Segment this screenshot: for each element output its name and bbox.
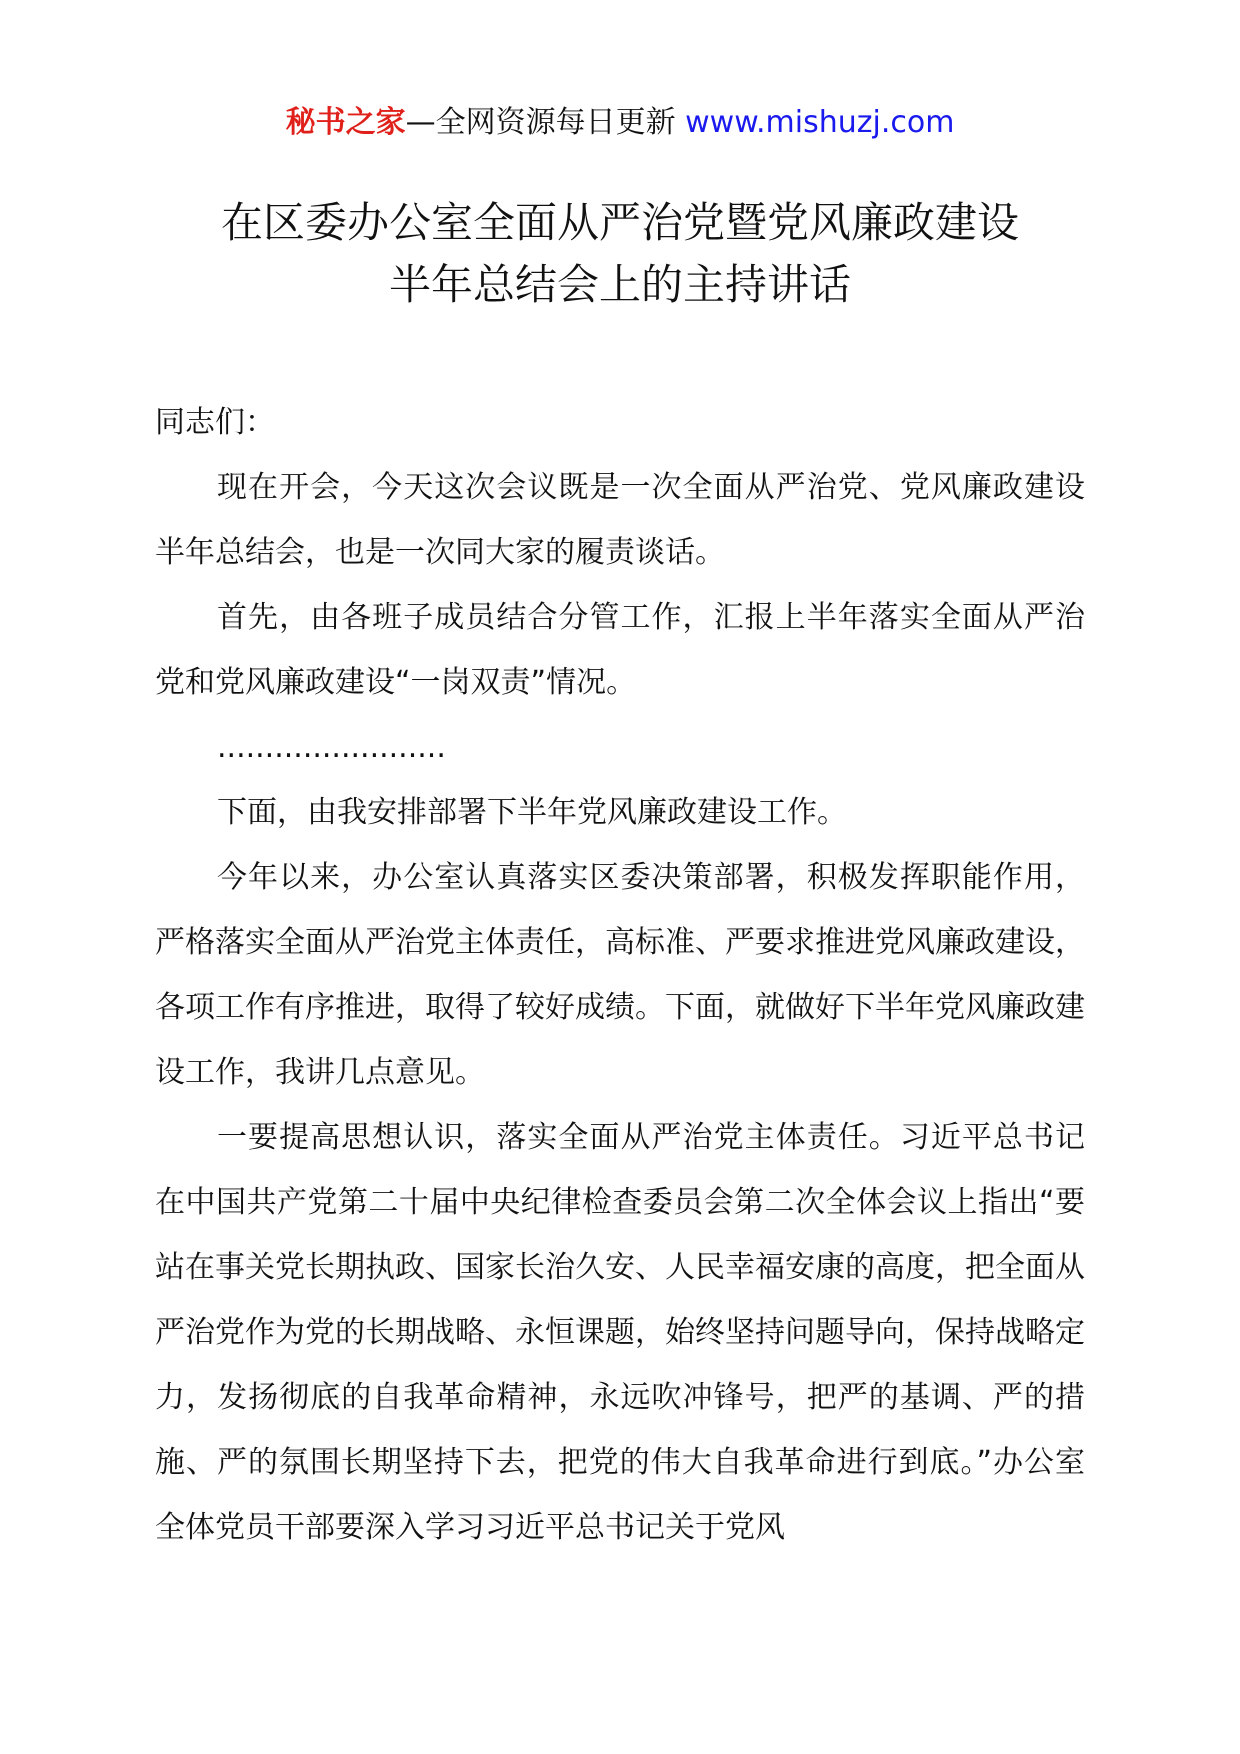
document-title-line-2: 半年总结会上的主持讲话 [388, 260, 851, 309]
site-tagline: —全网资源每日更新 [405, 105, 686, 140]
ellipsis-separator: ........................ [217, 730, 446, 765]
site-url-link[interactable]: www.mishuzj.com [685, 105, 955, 140]
site-header [0, 100, 1240, 146]
document-title-line-1: 在区委办公室全面从严治党暨党风廉政建设 [220, 198, 1019, 247]
salutation: 同志们： [155, 405, 275, 440]
paragraph: 首先，由各班子成员结合分管工作，汇报上半年落实全面从严治党和党风廉政建设“一岗双责”情况。 [155, 600, 1085, 700]
document-body [155, 390, 1085, 1560]
document-title [0, 192, 1240, 316]
paragraph: 现在开会，今天这次会议既是一次全面从严治党、党风廉政建设半年总结会，也是一次同大家的履责谈话。 [155, 470, 1085, 570]
paragraph: 下面，由我安排部署下半年党风廉政建设工作。 [217, 795, 847, 830]
paragraph: 一要提高思想认识，落实全面从严治党主体责任。习近平总书记在中国共产党第二十届中央纪律检查委员会第二次全体会议上指出“要站在事关党长期执政、国家长治久安、人民幸福安康的高度，把全面从严治党作为党的长期战略、永恒课题，始终坚持问题导向，保持战略定力，发扬彻底的自我革命精神，永远吹冲锋号，把严的基调、严的措施、严的氛围长期坚持下去，把党的伟大自我革命进行到底。”办公室全体党员干部要深入学习习近平总书记关于党风 [155, 1120, 1085, 1545]
paragraph: 今年以来，办公室认真落实区委决策部署，积极发挥职能作用，严格落实全面从严治党主体责任，高标准、严要求推进党风廉政建设，各项工作有序推进，取得了较好成绩。下面，就做好下半年党风廉政建设工作，我讲几点意见。 [155, 860, 1085, 1090]
site-brand: 秘书之家 [285, 105, 406, 140]
